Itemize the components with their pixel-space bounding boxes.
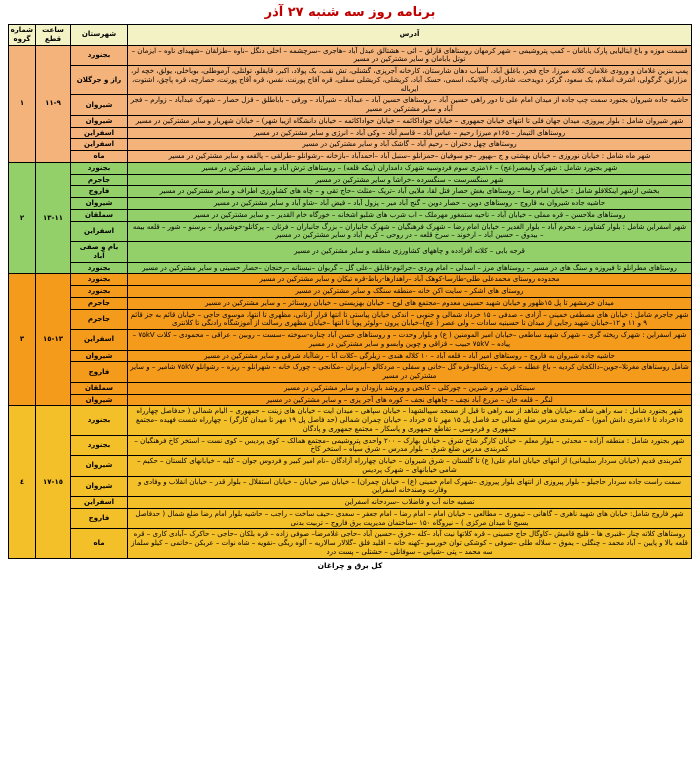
table-row xyxy=(9,242,692,263)
table-row xyxy=(9,115,692,127)
address-cell: کمربندی قدیم (خیابان سردار سلیمانی) از انتهای خیابان امام علی( ع) تا گلستان – شرق شیروان – خیابان چهارراه آزادگان –نام امیر کبیر و فردوس جوان – کلیه – خیابانهای کلستان – حکیم – شامی خیابانهای – شهرک پردیس xyxy=(128,456,692,477)
city-cell: فاروج xyxy=(71,508,128,529)
column-header-group: شماره گروه xyxy=(9,25,36,46)
address-cell: پمپ بنزین غلامان و ورودی غلامان، کلاته میرزا، حاج فجر، باغلق آباد، آسیاب دهان شارستان، کارخانه آجرپزی، گشنلی، تش نقب، بک پولاد، اکبر، قایقلو، تولتلی، آرموطلی، بوباخلی، یولق، خچه لر، مزارلق، گرگولی، اشرف اسلام، یک سعود، گرکز، دویدخت، شادرلی، چالانیک، اسمی، حسک آباد، کریشلی، کریشلی سفلی، قره آقاج پورنت، نفس، قره آقاج پورنت، حصارچه، قره پاچق، اشتوت، ایرباله xyxy=(128,66,692,95)
group-number-cell: ٣ xyxy=(9,274,36,406)
address-cell: میدان خرمشهر تا پل ۱۵ظهور و خیابان شهید حسینی معدوم –مجتمع های لوح – خیابان بهزیستی – خیابان روستائر – و سایر مشترکین در مسیر xyxy=(128,297,692,309)
address-cell: شهر شیروان شامل : بلوار پیروزی، میدان جهان فلی تا انتهای خیابان جمهوری – خیابان جواداکائمه – خیابان حواداکائمه – خیابان دانشگاه ازیبا شهر) – خیابان شهریار و سایر مشترکین در مسیر xyxy=(128,115,692,127)
table-row xyxy=(9,529,692,558)
address-cell: شامل روستاهای مغرتلا–جوین–دالکجان کردیه – باغ عطله – عربک – زیتکالو–قره گل –خانی و سفلی – مردکالو –آبریزان –مکانجی – چورک خانه – شهرانلو – ریزه – رشوانلو ۷۵kV شامیر – و سایر مشترکین در مسیر xyxy=(128,362,692,383)
table-row xyxy=(9,95,692,116)
address-cell: حاشیه جاده شیروان به قاروج – روستاهای دوین – حصار دوین – گنج آباد میر – پزول آباد – فیض آباد –شاو آباد و سایر مشترکین در مسیر xyxy=(128,198,692,210)
table-row xyxy=(9,382,692,394)
city-cell: شیروان xyxy=(71,115,128,127)
city-cell: اسفراین xyxy=(71,139,128,151)
table-row xyxy=(9,139,692,151)
table-row xyxy=(9,497,692,509)
table-row xyxy=(9,330,692,351)
address-cell: روستاهای التیمار – ۱۶۵م میرزا رحیم – عباس آباد – قاسم آباد – وکی آباد – انرژی و سایر مشترکین در مسیر xyxy=(128,127,692,139)
table-head xyxy=(9,25,692,46)
address-cell: شهر بجنورد شامل : سه راهی شاهد –خیابان های شاهد از سه راهی تا قبل از مسجد سپیالشهدا – خیابان سپاهی – میدان ایت – خیابان های زینت – جمهوری – الیام شمالی ( حدفاصل چهارراه ۱۵خرداد تا ۱۶متری دانش آموز) – کمربندی مدرس ضلع شمالی حد فاصل پل ۱۵ مهر تا ۵ خرداد – خیابان چمران شمالی (حد فاصل پل ۱۹ مهر تا میدان کارگر) – چهارراه شست فهیده –مجتمع جمهوری و فردوسی – تقاطع جمهوری و پاسکار – مجتمع جمهوری و پادگان xyxy=(128,406,692,435)
city-cell: بجنورد xyxy=(71,45,128,66)
city-cell: شیروان xyxy=(71,95,128,116)
city-cell: شیروان xyxy=(71,198,128,210)
address-cell: شهر ماه شامل : خیابان نوروزی – خیابان بهشتی و ج –بهپور –جو سوفیان –حمزانلو –سنبل آباد –احمدآباد –بازخانه –رشوانلو –طرلقی – پالقعه و سایر مشترکین در مسیر xyxy=(128,151,692,163)
group-number-cell: ٤ xyxy=(9,406,36,558)
city-cell: سملقان xyxy=(71,209,128,221)
address-cell: قسمت موزه و باغ ایتالیایی پارک بابامان – کمپ پتروشیمی – شهر کرمهان روستاهای قارلق – ائی – هشتالق عبدل آباد –هاجری –سرچشمه – اخلی دنگل –ناوه –طزلقان –شهیدای ناوه – ایزمان – توتل بابامان و سایر مشترکین در مسیر xyxy=(128,45,692,66)
city-cell: فاروج xyxy=(71,362,128,383)
city-cell: اسفراین xyxy=(71,497,128,509)
table-row xyxy=(9,297,692,309)
table-footer: کل برق و چراغان xyxy=(317,560,383,570)
address-cell: بخشی ازشهر اینکلافلو شامل : خیابان امام رضا – روستاهای بغش حصار فتل لقا، ملایی آباد –تریک –مثلث –حاج تقی و – چاه های کشاورزی اطراف و سایر مشترکین در مسیر xyxy=(128,186,692,198)
table-row xyxy=(9,151,692,163)
city-cell: راز و جرگلان xyxy=(71,66,128,95)
city-cell: فاروج xyxy=(71,186,128,198)
city-cell: ماه xyxy=(71,151,128,163)
page-title: برنامه روز سه شنبه ۲۷ آذر xyxy=(264,5,436,20)
table-row xyxy=(9,435,692,456)
group-number-cell: ٢ xyxy=(9,162,36,274)
city-cell: اسفراین xyxy=(71,127,128,139)
city-cell: اسفراین xyxy=(71,330,128,351)
address-cell: روستاهای کلاته چنار –قنبری ها – قلیچ قامیش –کاوگال حاج حسینی – قره کلاتها نیت آباد –کله –خرق –حسین آباد –حاجی غلامرضا– صوفی زاده – قره بلکان –حاجی – حاکرک –آبادی کاری – قره قلعه بالا و پایین – آباد محمد – چنگلی – یموق – سلاله طلی –صوفی – کوشکی توان خورسو –کهنه خانه – اقلید فلق –گلالار سالاریه – آلوه ریگی –نقویه – شاه نوات – عربکن –خاتمی – کیلو سلماز سه محمد – پتی –شیانی – سوفانلی – حشتلی – پست درد xyxy=(128,529,692,558)
city-cell: بجنورد xyxy=(71,262,128,274)
city-cell: بجنورد xyxy=(71,162,128,174)
address-cell: روستاهای مطرانلو تا فیروزه و سنگ های در مسیر – روستاهای مرز – اسدلی – امام وردی –جراثوم-قایلق –علی گل – گریوان –نبستانه –رخنجان –حصار حسینی و سایر مشترکین در مسیر xyxy=(128,262,692,274)
city-cell: شیروان xyxy=(71,456,128,477)
time-cell: ٩-١١ xyxy=(36,45,71,162)
table-row xyxy=(9,162,692,174)
address-cell: روستای های اشکر – سایت اکن خانه –منطقه سنگک و سایر مشترکین در مسیر xyxy=(128,286,692,298)
table-row xyxy=(9,476,692,497)
address-cell: سمت راست جاده سردار حاجیلو – بلوار پیروزی از انتهای بلوار پیروزی –شهرک امام خمینی (ع) – خیابان چمران) – خیابان میر خیابان – خیابان استقلال – بلوار قدر – خیابان انقلاب و وفادی و وفارت وصندخانه اسفراین xyxy=(128,476,692,497)
address-cell: شهر اسفراین شامل : بلوار کشاورز – محرم آباد – بلوار الغدیر – خیابان امام رضا – شهرک فرهنگیان – شهرک جانباران – بزرگ جانباران – فرثان – پرکاتلو-خوشیروار – برسنو – شور – قلعه بیمه – بیدوق – حسین آباد – ارخوند – سرخ قلعه – در روحی – کریم آباد و سایر مشترکین در مسیر xyxy=(128,221,692,242)
table-row xyxy=(9,174,692,186)
address-cell: شهر بجنورد شامل : منطقه آزاده – محدثی – بلوار معلم – خیابان کارگر شاخ شرق – خیابان بهارک – ۲۰۰ واحدی پتروشیمی –مجتمع همالک – کوی پردیس – کوی نست – استخر کاخ فرهنگیان – کمربندی مدرس ضلع شرق – بلوار مدرس – شرق سپاه – استخر کاخ xyxy=(128,435,692,456)
table-header-row xyxy=(9,25,692,46)
column-header-time: ساعت قطع xyxy=(36,25,71,46)
table-row xyxy=(9,406,692,435)
group-number-cell: ١ xyxy=(9,45,36,162)
table-row xyxy=(9,309,692,330)
table-row xyxy=(9,66,692,95)
time-cell: ١٥-١٧ xyxy=(36,406,71,558)
address-cell: سینتکلی شور و شیرین – چورکلی – کانجی و وروشد بازودان و سایر مشترکین در مسیر xyxy=(128,382,692,394)
table-row xyxy=(9,186,692,198)
address-cell: شهر بجنورد شامل : شهرک ولیعصر(عج) – ۱۶متری سوم فردوسیه شهرک دامداران (پیکه قلعه) – روستاهای ترش آباد و سایر مشترکین در مسیر xyxy=(128,162,692,174)
city-cell: جاجرم xyxy=(71,309,128,330)
table-row xyxy=(9,350,692,362)
address-cell: حاشیه جاده شیروان بجنورد سمت چپ جاده از میدان امام علی تا دور راهی حسین آباد – روستاهای حسین آباد – عبدآباد – شیرآباد – ورقی – باباطلق – قزل حصار – شهرک عبدآباد – زوارم – فجر آباد و سایر مشترکین در مسیر xyxy=(128,95,692,116)
table-row xyxy=(9,262,692,274)
address-cell: شهر سنگسرست – سنگسرده –خراشا و سایر مشترکین در مسیر xyxy=(128,174,692,186)
schedule-table xyxy=(8,24,692,559)
address-cell: شهر فاروج شامل: خیابان های شهید ناهری – گاهانی – تیموری – مطالعی – خیابان امام – امام رضا – امام جعفر – سعدی –حیف ساخت – راجب – حاشیه بلوار امام رضا ضلع شمال ( حدفاصل بسیج تا میدان مرکزی ) – نیروگاه ۱۵۰ –ساختمان مدیریت برق فاروج – تربیت بدنی xyxy=(128,508,692,529)
address-cell: حاشیه جاده شیروان به فاروج – روستاهای امیر آباد – قلعه آباد – ۱۰ کلاله هندی – زیلرگی –کلات آبا – رشاآباد شرقی و سایر مشترکین در مسیر xyxy=(128,350,692,362)
column-header-address: آدرس xyxy=(128,25,692,46)
time-cell: ١٣-١٥ xyxy=(36,274,71,406)
city-cell: بجنورد xyxy=(71,286,128,298)
city-cell: جاجرم xyxy=(71,297,128,309)
city-cell: شیروان xyxy=(71,350,128,362)
address-cell: محدوده روستای محمدعلی طلی-طارسا-کوهک آباد –راهدارها-رباط-قره تیکان و سایر مشترکین در مسیر xyxy=(128,274,692,286)
address-cell: شهر اسفراین : شهرک ریخته گری – شهرک شهید ساطعی –خیابان امیر المومنین ( ع) و بلوار وحدت – و روستاهای حسن آباد چناره-سوخته –سست – روبین – عراقی – محمودی – کلات ۷۵kV – پیاده – ۷۵kV حبیب – قزاقی و چوین وابسو و سایر مشترکین در مسیر xyxy=(128,330,692,351)
table-row xyxy=(9,508,692,529)
table-row xyxy=(9,221,692,242)
city-cell: سملقان xyxy=(71,382,128,394)
city-cell: بجنورد xyxy=(71,435,128,456)
address-cell: شهر جاجرم شامل : خیابان های مصطفی خمینی – آزادی – صدفی – ۱۵ خرداد شمالی و جنوبی – اندکی خیابان پیاستی تا انتها قرار آرتانی، مظهری تا انتها، موسوی حاجی – خیابان قائم به جز قائم ۹ و ۱۱ و ۱۲–خیابان شهید رجایی از میدان تا حسینیه سادات – ولی عصر ( عج)–خیابان پرون –ولوئر پویا تا انتها –خیابان مظهری رسالت از آموزشگاه رادنگی تا کلانتری xyxy=(128,309,692,330)
column-header-city: شهرستان xyxy=(71,25,128,46)
table-row xyxy=(9,456,692,477)
table-body xyxy=(9,45,692,558)
city-cell: بام و صفی آباد xyxy=(71,242,128,263)
city-cell: جاجرم xyxy=(71,174,128,186)
table-row xyxy=(9,274,692,286)
city-cell: بجنورد xyxy=(71,406,128,435)
city-cell: شیروان xyxy=(71,394,128,406)
table-row xyxy=(9,286,692,298)
city-cell: اسفراین xyxy=(71,221,128,242)
table-row xyxy=(9,394,692,406)
address-cell: قرجه بابی – کلاته آفرادده و چاههای کشاورزی منطقه و سایر مشترکین در مسیر xyxy=(128,242,692,263)
table-row xyxy=(9,362,692,383)
time-cell: ١١-١٣ xyxy=(36,162,71,274)
table-row xyxy=(9,209,692,221)
address-cell: روستاهای چهل دختران – رحیم آباد – گاشک آباد و سایر مشترکین در مسیر xyxy=(128,139,692,151)
city-cell: ماه xyxy=(71,529,128,558)
table-row xyxy=(9,198,692,210)
address-cell: لنگر – قلعه خان – مزرع آباد نچف – چاههای نجف – کوره های آجر پزی – و سایر مشترکین در مسیر xyxy=(128,394,692,406)
city-cell: شیروان xyxy=(71,476,128,497)
table-row xyxy=(9,45,692,66)
address-cell: تصفیه خانه آب و فاضلاب –سردخانه اسفراین xyxy=(128,497,692,509)
city-cell: بجنورد xyxy=(71,274,128,286)
address-cell: روستاهای ملاحسن – قره مملی – خیابان آباد – ناحیه ستمغور مهرملک – اب شرب های شلبو اشخانه – خورگاه خام القدیر – و سایر مشترکین در مسیر xyxy=(128,209,692,221)
table-row xyxy=(9,127,692,139)
